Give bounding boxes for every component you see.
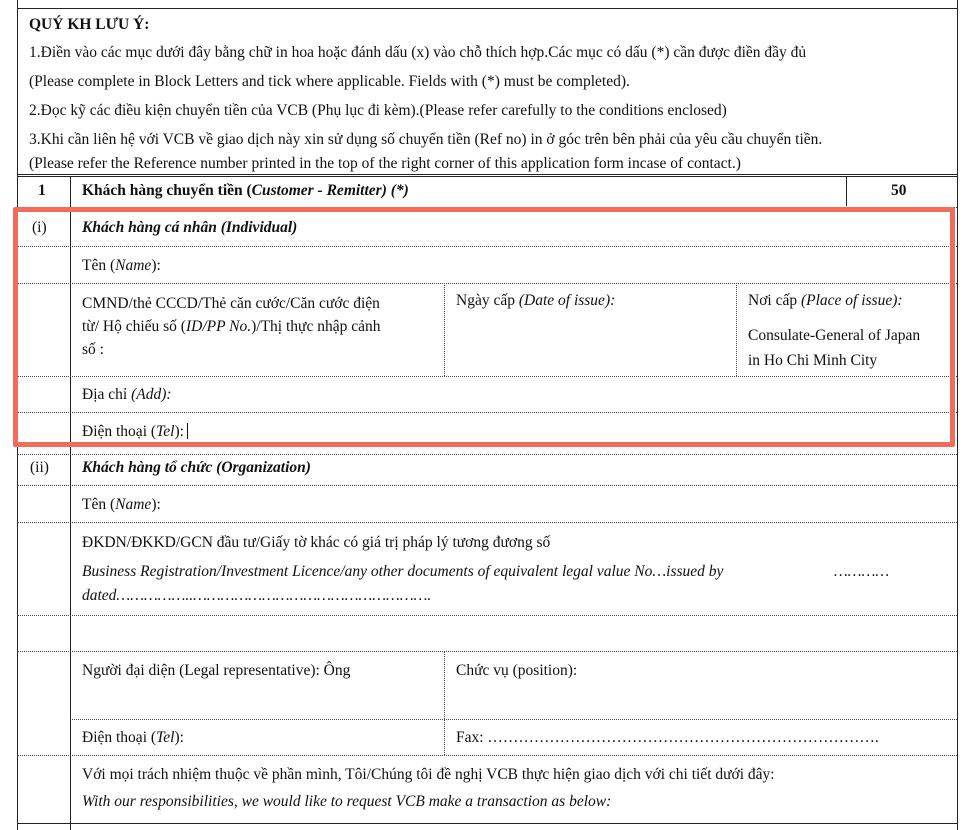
row-divider (17, 485, 957, 486)
highlight-box (13, 207, 955, 447)
organization-tel-label-tail: ): (174, 729, 184, 746)
row-divider (17, 454, 957, 455)
notes-line-4: 3.Khi cần liên hệ với VCB về giao dịch này xin sử dụng số chuyển tiền (Ref no) in ở góc trên bên phải của yêu cầu chuyển tiền. (29, 131, 823, 148)
organization-reg-line-2-dots: ………… (834, 563, 890, 580)
individual-place-label-vi: Nơi cấp (748, 292, 801, 309)
individual-id-line-2b: ID/PP No. (185, 318, 252, 335)
individual-id-line-2c: )/Thị thực nhập cảnh (251, 318, 381, 335)
individual-address-label-en: (Add): (131, 386, 172, 403)
individual-id-line-2a: từ/ Hộ chiếu số ( (82, 318, 186, 335)
individual-id-line-1: CMND/thẻ CCCD/Thẻ căn cước/Căn cước điện (82, 295, 380, 312)
organization-responsibility-vi: Với mọi trách nhiệm thuộc về phần mình, Tôi/Chúng tôi đề nghị VCB thực hiện giao dịch với chi tiết dưới đây: (82, 766, 775, 783)
organization-name-label-en: Name (115, 496, 152, 513)
individual-date-label-vi: Ngày cấp (456, 292, 519, 309)
organization-name-label-tail: ): (151, 496, 161, 513)
section1-title-tail: ) (*) (381, 182, 409, 199)
organization-reg-line-3: dated……………..……………………………………………. (82, 587, 432, 604)
individual-place-value-line-1: Consulate-General of Japan (748, 327, 921, 344)
rep-position-divider (444, 651, 445, 755)
organization-name-label (82, 496, 161, 514)
individual-name-label-tail: ): (151, 257, 161, 274)
individual-tel-label-en: Tel (156, 423, 175, 440)
section1-top-line (17, 174, 957, 175)
organization-reg-line-2: Business Registration/Investment Licence/any other documents of equivalent legal value No…issued by (82, 563, 724, 580)
individual-id-line-3: số : (82, 341, 104, 358)
section1-number: 1 (38, 182, 46, 199)
section1-title (82, 182, 409, 200)
individual-date-label-en: (Date of issue): (518, 292, 616, 309)
organization-reg-line-1: ĐKDN/ĐKKD/GCN đầu tư/Giấy tờ khác có giá trị pháp lý tương đương số (82, 534, 551, 551)
notes-line-3: 2.Đọc kỹ các điều kiện chuyển tiền của VCB (Phụ lục đi kèm).(Please refer carefully to the conditions enclosed) (29, 102, 727, 119)
row-divider (17, 615, 957, 616)
organization-tel-label-vi: Điện thoại ( (82, 729, 157, 746)
organization-name-label-vi: Tên ( (82, 496, 116, 513)
individual-place-value-line-2: in Ho Chi Minh City (748, 352, 878, 369)
organization-title: Khách hàng tổ chức (Organization) (82, 459, 311, 476)
individual-tel-label-vi: Điện thoại ( (82, 423, 157, 440)
form-top-border (17, 8, 957, 9)
individual-name-label-vi: Tên ( (82, 257, 116, 274)
organization-tel-label-en: Tel (156, 729, 175, 746)
notes-line-1: 1.Điền vào các mục dưới đây bằng chữ in hoa hoặc đánh dấu (x) vào chỗ thích hợp.Các mục có dấu (*) cần được điền đầy đủ (29, 44, 807, 61)
organization-rep-label: Người đại diện (Legal representative): Ông (82, 662, 351, 679)
section1-title-en: Customer - Remitter (251, 182, 382, 199)
individual-address-label-vi: Địa chỉ (82, 386, 132, 403)
form-right-border (957, 0, 958, 830)
section1-code: 50 (891, 182, 907, 199)
organization-position-label: Chức vụ (position): (456, 662, 578, 679)
notes-line-2: (Please complete in Block Letters and tick where applicable. Fields with (*) must be completed). (29, 73, 630, 90)
individual-tel-label-tail: ): (174, 423, 184, 440)
individual-index: (i) (32, 219, 47, 236)
notes-line-5: (Please refer the Reference number printed in the top of the right corner of this application form incase of contact.) (29, 155, 741, 172)
row-divider (17, 522, 957, 523)
individual-name-label-en: Name (115, 257, 152, 274)
section1-top-line-2 (17, 176, 957, 177)
organization-index: (ii) (30, 459, 49, 476)
row-divider (17, 755, 957, 756)
row-divider (70, 719, 957, 720)
section1-code-divider (846, 176, 847, 206)
individual-title: Khách hàng cá nhân (Individual) (82, 219, 298, 236)
row-divider (17, 651, 957, 652)
organization-responsibility-en: With our responsibilities, we would like to request VCB make a transaction as below: (82, 793, 612, 810)
index-column-divider-bottom (70, 454, 71, 830)
organization-fax-label: Fax: …………………………………………………………………. (456, 729, 879, 746)
form-bottom-line (17, 823, 957, 824)
individual-place-label-en: (Place of issue): (800, 292, 903, 309)
section1-title-vi: Khách hàng chuyển tiền ( (82, 182, 252, 199)
notes-heading: QUÝ KH LƯU Ý: (29, 16, 150, 33)
organization-tel-label (82, 729, 184, 747)
